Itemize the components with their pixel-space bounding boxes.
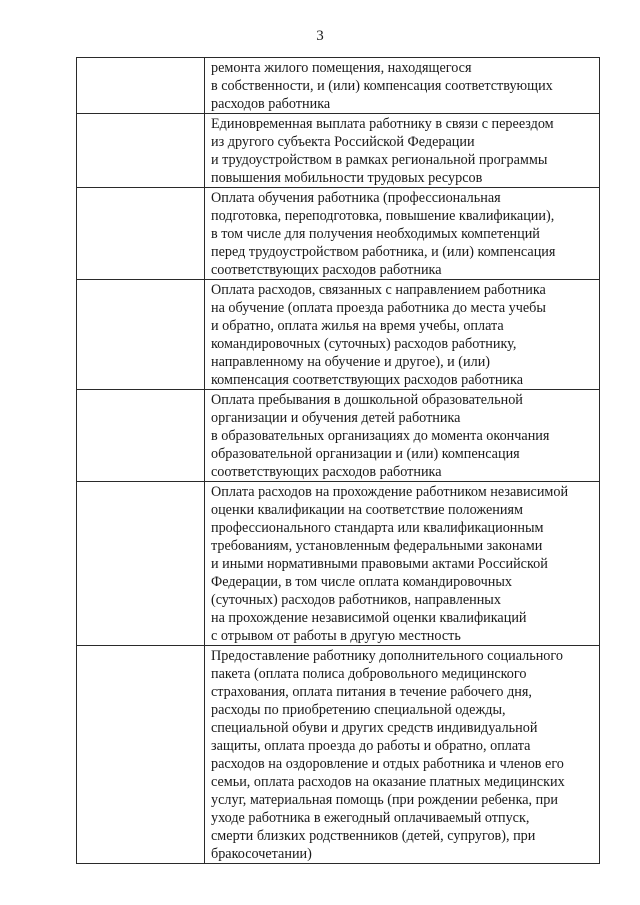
row-text: Оплата пребывания в дошкольной образовательной организации и обучения детей работника в образовательных организациях до момента окончания образовательной организации и (или) компенсация соответствующих расходов работника: [211, 392, 550, 480]
description-cell: [205, 188, 600, 280]
table-row: [77, 188, 600, 280]
description-cell: [205, 390, 600, 482]
left-cell: [77, 58, 205, 114]
row-text: ремонта жилого помещения, находящегося в собственности, и (или) компенсация соответствующих расходов работника: [211, 60, 553, 112]
page-number: 3: [316, 28, 324, 44]
left-cell: [77, 280, 205, 390]
row-text: Оплата расходов на прохождение работником независимой оценки квалификации на соответствие положениям профессионального стандарта или квалификационным требованиям, установленным федеральными законами и иными нормативными правовыми актами Российской Федерации, в том числе оплата командировочных (суточных) расходов работников, направленных на прохождение независимой оценки квалификаций с отрывом от работы в другую местность: [211, 484, 569, 644]
row-text: Единовременная выплата работнику в связи с переездом из другого субъекта Российской Федерации и трудоустройством в рамках региональной программы повышения мобильности трудовых ресурсов: [211, 116, 554, 186]
left-cell: [77, 390, 205, 482]
table-row: [77, 114, 600, 188]
description-cell: [205, 58, 600, 114]
row-text: Оплата расходов, связанных с направлением работника на обучение (оплата проезда работника до места учебы и обратно, оплата жилья на время учебы, оплата командировочных (суточных) расходов работнику, направленному на обучение и другое), и (или) компенсация соответствующих расходов работника: [211, 282, 546, 388]
description-cell: [205, 280, 600, 390]
table-row: [77, 280, 600, 390]
description-cell: [205, 114, 600, 188]
table-row: [77, 58, 600, 114]
table-row: [77, 390, 600, 482]
left-cell: [77, 646, 205, 864]
left-cell: [77, 188, 205, 280]
table-row: [77, 482, 600, 646]
table-row: [77, 646, 600, 864]
description-cell: [205, 646, 600, 864]
benefits-table: [76, 57, 600, 864]
left-cell: [77, 114, 205, 188]
left-cell: [77, 482, 205, 646]
row-text: Оплата обучения работника (профессиональная подготовка, переподготовка, повышение квалификации), в том числе для получения необходимых компетенций перед трудоустройством работника, и (или) компенсация соответствующих расходов работника: [211, 190, 556, 278]
row-text: Предоставление работнику дополнительного социального пакета (оплата полиса добровольного медицинского страхования, оплата питания в течение рабочего дня, расходы по приобретению специальной одежды, специальной обуви и других средств индивидуальной защиты, оплата проезда до работы и обратно, оплата расходов на оздоровление и отдых работника и членов его семьи, оплата расходов на оказание платных медицинских услуг, материальная помощь (при рождении ребенка, при уходе работника в ежегодный оплачиваемый отпуск, смерти близких родственников (детей, супругов), при бракосочетании): [211, 648, 565, 862]
description-cell: [205, 482, 600, 646]
